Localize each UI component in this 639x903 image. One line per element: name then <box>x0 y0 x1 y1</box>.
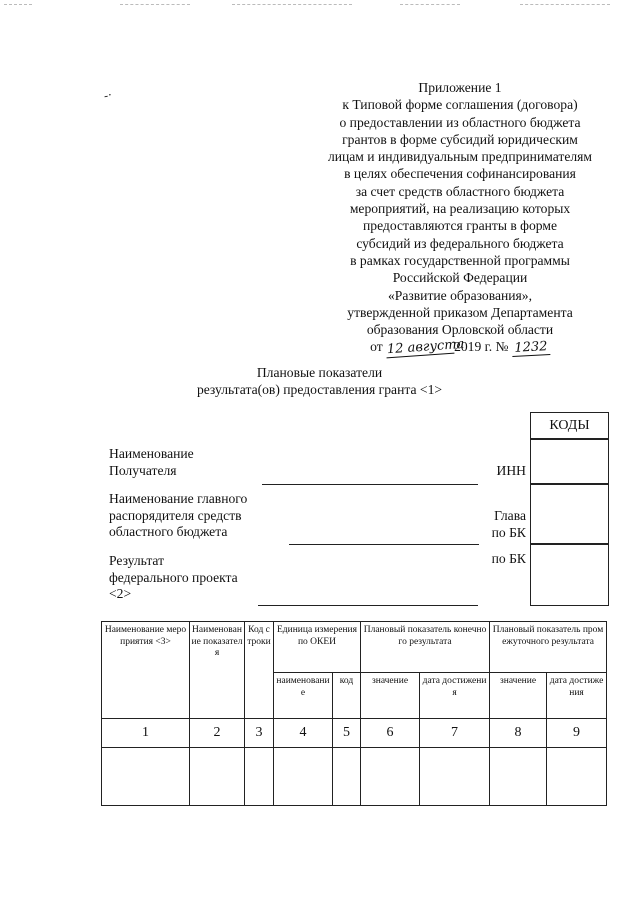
appendix-line: в целях обеспечения софинансирования <box>344 166 576 182</box>
appendix-line: «Развитие образования», <box>387 287 532 303</box>
appendix-line: утвержденной приказом Департамента <box>347 304 573 320</box>
header-indicator-name: Наименование показателя <box>190 622 245 719</box>
appendix-line: грантов в форме субсидий юридическим <box>342 131 578 147</box>
scan-artifact <box>4 4 32 5</box>
page-title <box>0 364 639 398</box>
header-line-code: Код строки <box>245 622 274 719</box>
table-cell <box>333 748 361 806</box>
inn-code-cell <box>530 438 609 485</box>
scan-artifact <box>120 4 190 5</box>
order-date-handwritten: 12 августа <box>386 337 465 358</box>
column-number: 1 <box>102 719 190 748</box>
appendix-line: к Типовой форме соглашения (договора) <box>342 97 578 113</box>
table-cell <box>274 748 333 806</box>
scan-artifact <box>520 4 610 5</box>
table-cell <box>361 748 420 806</box>
header-interim-group: Плановый показатель промежуточного результата <box>490 622 607 673</box>
column-number: 4 <box>274 719 333 748</box>
header-interim-date: дата достижения <box>547 673 607 719</box>
appendix-line: субсидий из федерального бюджета <box>356 235 564 251</box>
table-cell <box>245 748 274 806</box>
recipient-line <box>262 484 478 485</box>
header-unit-code: код <box>333 673 361 719</box>
appendix-header <box>300 79 620 356</box>
appendix-line: Приложение 1 <box>418 80 502 95</box>
indicators-table <box>101 621 607 806</box>
result-line <box>258 605 478 606</box>
header-final-date: дата достижения <box>420 673 490 719</box>
result-label: Результат федерального проекта <2> <box>109 553 238 601</box>
column-number: 5 <box>333 719 361 748</box>
header-unit-name: наименование <box>274 673 333 719</box>
appendix-line: лицам и индивидуальным предпринимателям <box>327 149 593 165</box>
chapter-code-cell <box>530 483 609 545</box>
order-line <box>300 338 620 356</box>
appendix-line: мероприятий, на реализацию которых <box>349 201 571 217</box>
column-number: 7 <box>420 719 490 748</box>
table-cell <box>547 748 607 806</box>
header-event-name: Наименование мероприятия <3> <box>102 622 190 719</box>
column-number: 3 <box>245 719 274 748</box>
recipient-label: Наименование Получателя <box>109 446 194 478</box>
scan-artifact <box>232 4 352 5</box>
table-cell <box>490 748 547 806</box>
appendix-line: за счет средств областного бюджета <box>355 183 565 199</box>
order-number-handwritten: 1232 <box>512 340 551 357</box>
header-interim-value: значение <box>490 673 547 719</box>
bk-label: по БК <box>491 551 526 566</box>
order-prefix: от <box>370 339 383 355</box>
manager-line <box>289 544 479 545</box>
appendix-line: о предоставлении из областного бюджета <box>339 114 581 130</box>
chapter-label: Глава по БК <box>491 508 526 540</box>
header-unit-group: Единица измерения по ОКЕИ <box>274 622 361 673</box>
codes-header: КОДЫ <box>530 412 609 440</box>
manager-label: Наименование главного распорядителя средств областного бюджета <box>109 491 248 539</box>
column-number: 9 <box>547 719 607 748</box>
appendix-line: предоставляются гранты в форме <box>363 218 557 234</box>
column-number: 2 <box>190 719 245 748</box>
title-line-2: результата(ов) предоставления гранта <1> <box>196 382 443 397</box>
scan-artifact <box>400 4 460 5</box>
order-year: 2019 г. № <box>454 339 509 355</box>
inn-label: ИНН <box>496 463 526 478</box>
bk-code-cell <box>530 543 609 606</box>
table-cell <box>102 748 190 806</box>
table-cell <box>420 748 490 806</box>
header-final-group: Плановый показатель конечного результата <box>361 622 490 673</box>
column-number: 8 <box>490 719 547 748</box>
scan-mark: -· <box>102 87 114 103</box>
header-final-value: значение <box>361 673 420 719</box>
appendix-line: Российской Федерации <box>392 270 528 286</box>
appendix-line: образования Орловской области <box>366 322 554 338</box>
table-cell <box>190 748 245 806</box>
column-number: 6 <box>361 719 420 748</box>
title-line-1: Плановые показатели <box>256 365 383 380</box>
appendix-line: в рамках государственной программы <box>350 252 570 268</box>
